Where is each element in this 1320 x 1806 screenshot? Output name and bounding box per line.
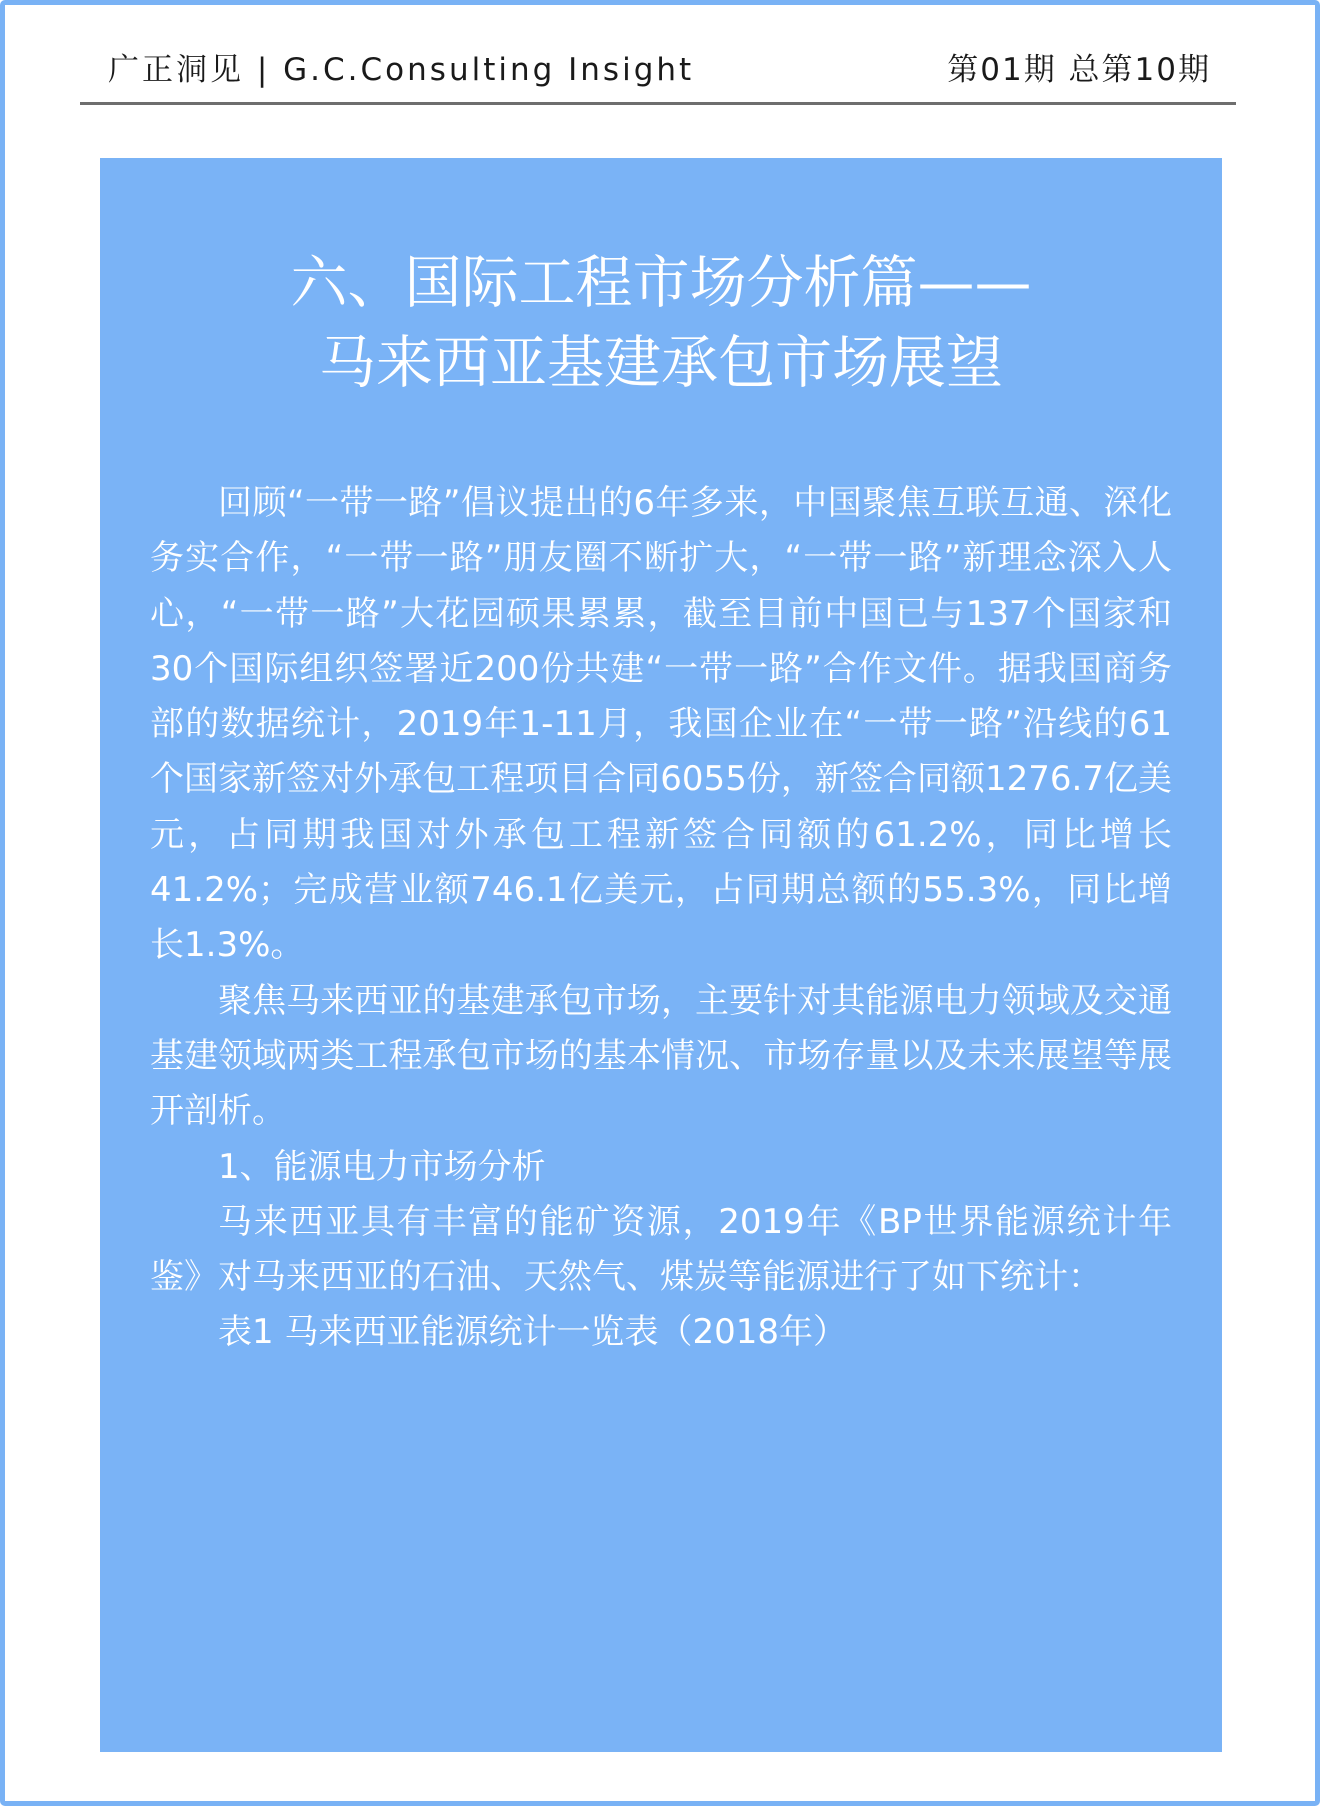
paragraph-energy: 马来西亚具有丰富的能矿资源，2019年《BP世界能源统计年鉴》对马来西亚的石油、天然气、煤炭等能源进行了如下统计：	[150, 1201, 1172, 1298]
article-body	[150, 476, 1172, 1361]
paragraph-intro: 回顾“一带一路”倡议提出的6年多来，中国聚焦互联互通、深化务实合作，“一带一路”朋友圈不断扩大，“一带一路”新理念深入人心，“一带一路”大花园硕果累累，截至目前中国已与137个国家和30个国际组织签署近200份共建“一带一路”合作文件。据我国商务部的数据统计，2019年1-11月，我国企业在“一带一路”沿线的61个国家新签对外承包工程项目合同6055份，新签合同额1276.7亿美元，占同期我国对外承包工程新签合同额的61.2%，同比增长41.2%；完成营业额746.1亿美元，占同期总额的55.3%，同比增长1.3%。	[150, 483, 1172, 966]
section-heading: 1、能源电力市场分析	[218, 1146, 546, 1187]
article-title	[100, 243, 1222, 403]
page-header	[80, 30, 1236, 105]
title-line-1: 六、国际工程市场分析篇——	[290, 250, 1032, 316]
publication-name: 广正洞见 | G.C.Consulting Insight	[108, 52, 695, 88]
issue-number: 第01期 总第10期	[947, 52, 1211, 88]
table-caption: 表1 马来西亚能源统计一览表（2018年）	[218, 1312, 847, 1353]
paragraph-focus: 聚焦马来西亚的基建承包市场，主要针对其能源电力领域及交通基建领域两类工程承包市场的基本情况、市场存量以及未来展望等展开剖析。	[150, 980, 1172, 1132]
content-panel	[100, 158, 1222, 1752]
title-line-2: 马来西亚基建承包市场展望	[319, 330, 1003, 396]
